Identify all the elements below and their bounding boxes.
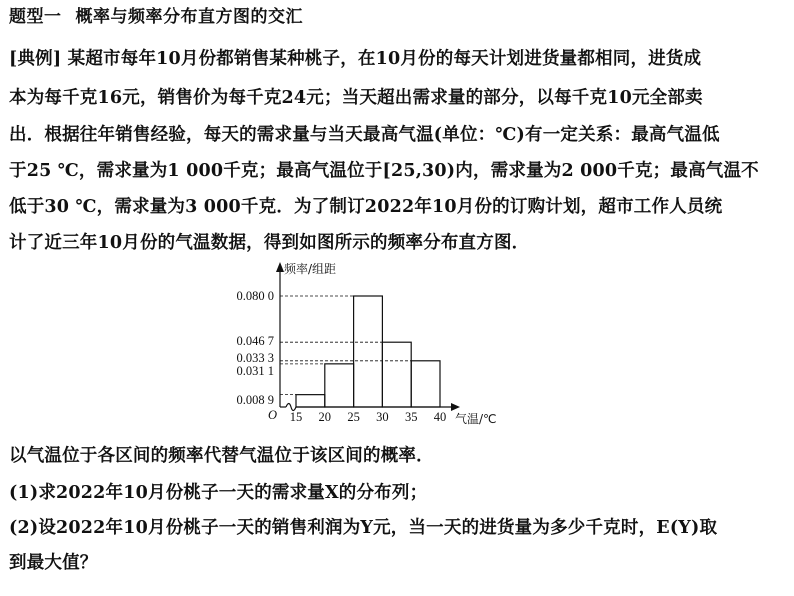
x-tick-label: 15 bbox=[289, 410, 303, 424]
question-2-line-1: (2)设2022年10月份桃子一天的销售利润为Y元，当一天的进货量为多少千克时，E(Y)取 bbox=[9, 518, 718, 538]
histogram-bar bbox=[325, 364, 354, 407]
question-2-line-2: 到最大值？ bbox=[9, 553, 98, 573]
x-axis-arrow bbox=[451, 403, 460, 411]
y-tick-label: 0.046 7 bbox=[236, 334, 274, 348]
problem-line-3: 出．根据往年销售经验，每天的需求量与当天最高气温(单位：℃)有一定关系：最高气温低 bbox=[9, 125, 720, 145]
x-tick-label: 30 bbox=[376, 410, 389, 424]
problem-line-6: 计了近三年10月份的气温数据，得到如图所示的频率分布直方图． bbox=[9, 233, 530, 253]
y-axis-title: 频率/组距 bbox=[284, 262, 337, 276]
y-tick-label: 0.031 1 bbox=[236, 364, 274, 378]
question-1: (1)求2022年10月份桃子一天的需求量X的分布列； bbox=[9, 483, 428, 503]
y-tick-label: 0.033 3 bbox=[236, 351, 274, 365]
problem-line-4: 于25 ℃，需求量为1 000千克；最高气温位于[25,30)内，需求量为2 000千克；最高气温不 bbox=[9, 161, 759, 181]
histogram-bar bbox=[296, 395, 325, 407]
heading-type-label: 题型一 bbox=[9, 7, 62, 27]
y-axis-arrow bbox=[276, 262, 284, 272]
histogram-bar bbox=[382, 342, 411, 407]
origin-label: O bbox=[268, 408, 278, 422]
y-tick-label: 0.080 0 bbox=[236, 289, 274, 303]
histogram-bar bbox=[411, 361, 440, 407]
histogram-bar bbox=[354, 296, 383, 407]
x-tick-label: 40 bbox=[433, 410, 447, 424]
problem-line-2: 本为每千克16元，销售价为每千克24元；当天超出需求量的部分，以每千克10元全部卖 bbox=[9, 88, 703, 108]
problem-line-5: 低于30 ℃，需求量为3 000千克．为了制订2022年10月份的订购计划，超市工作人员统 bbox=[9, 197, 723, 217]
x-tick-label: 35 bbox=[404, 410, 418, 424]
x-tick-label: 20 bbox=[318, 410, 332, 424]
instruction-line: 以气温位于各区间的频率代替气温位于该区间的概率． bbox=[9, 446, 434, 466]
heading-topic-label: 概率与频率分布直方图的交汇 bbox=[75, 7, 303, 27]
problem-line-1: [典例] 某超市每年10月份都销售某种桃子，在10月份的每天计划进货量都相同，进货成 bbox=[9, 49, 702, 69]
y-tick-label: 0.008 9 bbox=[236, 393, 274, 407]
x-tick-label: 25 bbox=[347, 410, 360, 424]
x-axis-title: 气温/℃ bbox=[455, 412, 497, 426]
